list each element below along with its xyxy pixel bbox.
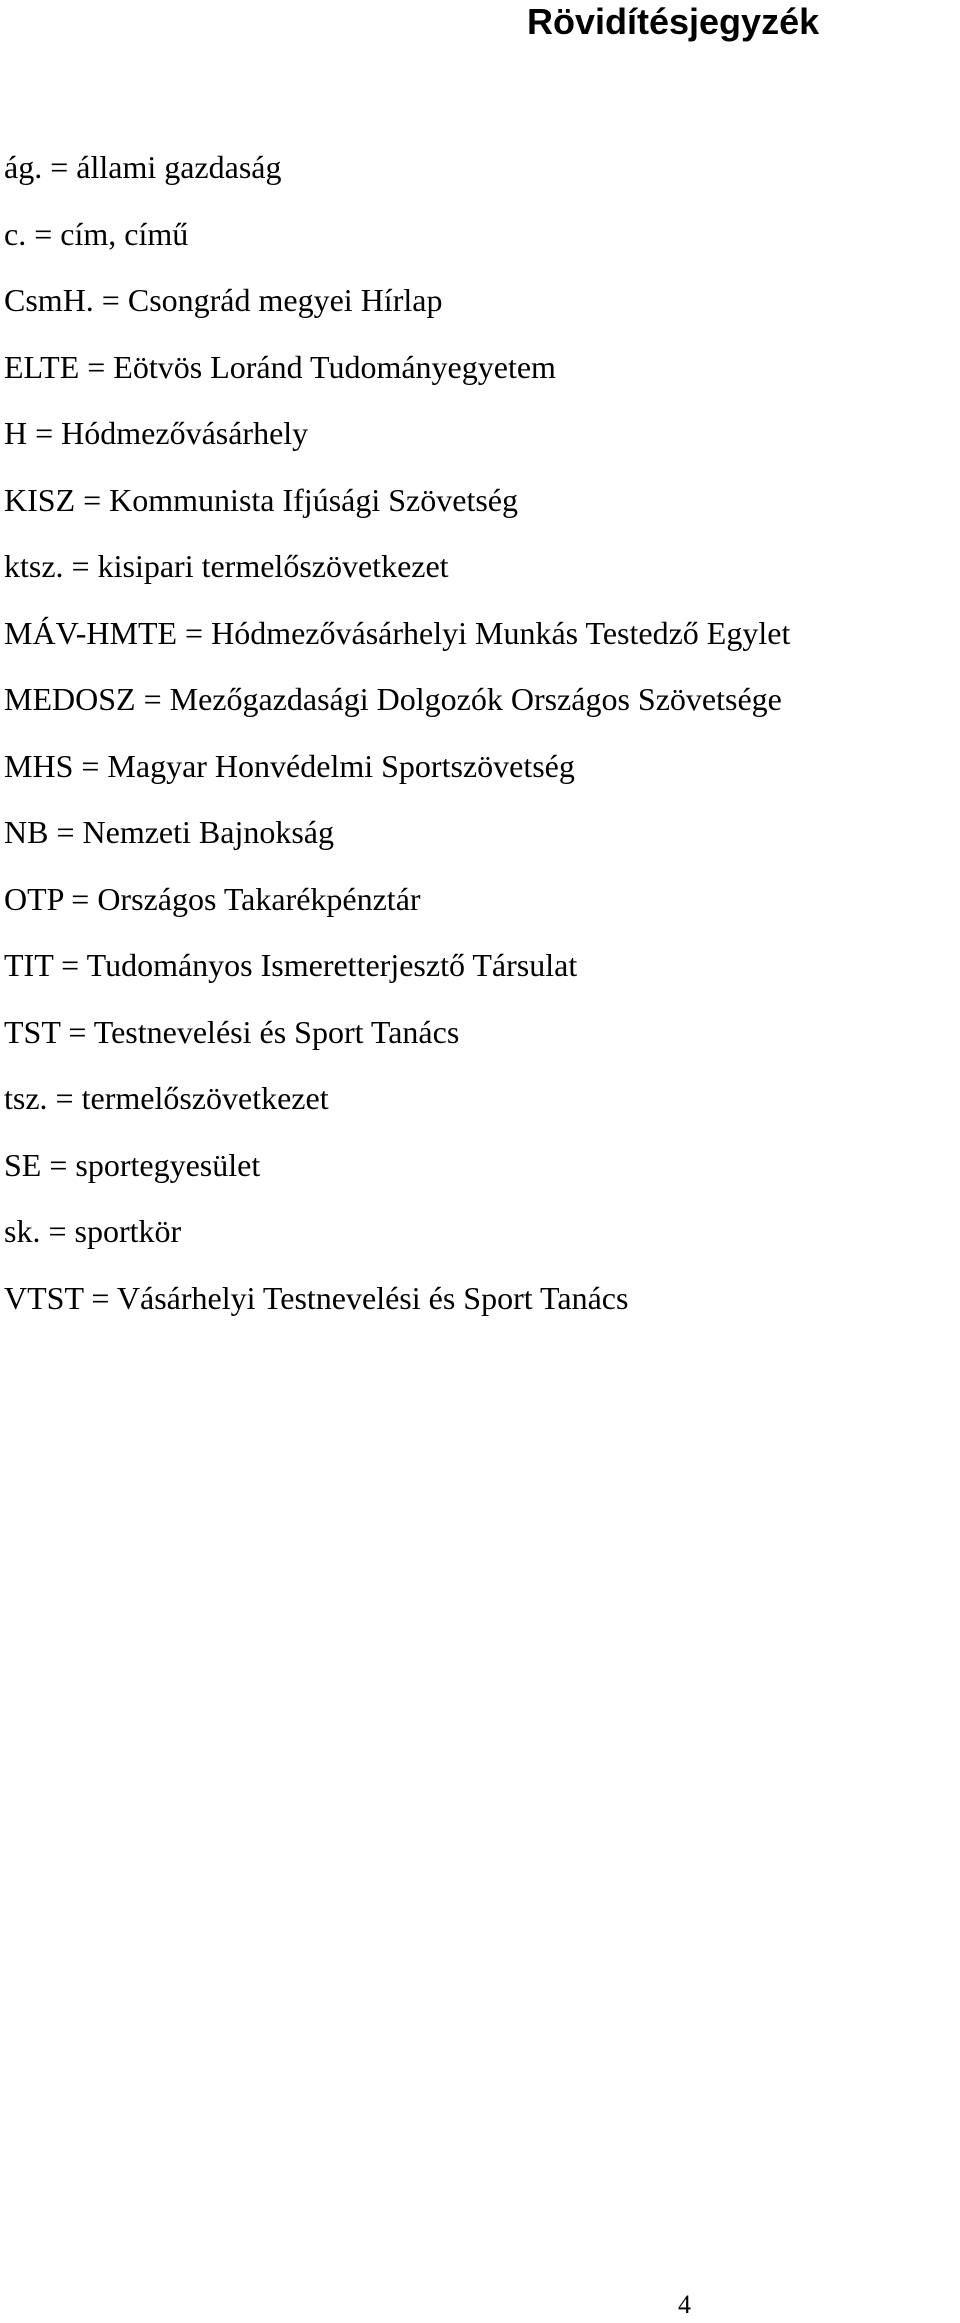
- abbreviation-entry: ELTE = Eötvös Loránd Tudományegyetem: [4, 348, 556, 385]
- abbreviation-entry: NB = Nemzeti Bajnokság: [4, 814, 334, 850]
- abbreviation-entry: SE = sportegyesület: [4, 1146, 261, 1183]
- abbreviation-entry: c. = cím, című: [4, 215, 189, 252]
- abbreviation-entry: KISZ = Kommunista Ifjúsági Szövetség: [4, 481, 518, 518]
- abbreviation-entry: TIT = Tudományos Ismeretterjesztő Társulat: [4, 947, 578, 983]
- abbreviation-entry: CsmH. = Csongrád megyei Hírlap: [4, 282, 443, 318]
- abbreviation-entry: ktsz. = kisipari termelőszövetkezet: [4, 548, 449, 584]
- abbreviation-entry: H = Hódmezővásárhely: [4, 415, 309, 451]
- abbreviation-entry: sk. = sportkör: [4, 1213, 182, 1249]
- abbreviation-entry: ág. = állami gazdaság: [4, 149, 282, 185]
- page-number: 4: [678, 2290, 691, 2319]
- abbreviation-entry: MHS = Magyar Honvédelmi Sportszövetség: [4, 747, 575, 784]
- abbreviation-list: [4, 134, 790, 1331]
- abbreviation-entry: VTST = Vásárhelyi Testnevelési és Sport Tanács: [4, 1279, 629, 1316]
- abbreviation-entry: TST = Testnevelési és Sport Tanács: [4, 1013, 460, 1050]
- abbreviation-entry: OTP = Országos Takarékpénztár: [4, 880, 421, 917]
- abbreviation-entry: MEDOSZ = Mezőgazdasági Dolgozók Országos Szövetsége: [4, 681, 782, 717]
- abbreviation-entry: MÁV-HMTE = Hódmezővásárhelyi Munkás Testedző Egylet: [4, 614, 791, 651]
- abbreviation-entry: tsz. = termelőszövetkezet: [4, 1080, 329, 1116]
- page-title: Rövidítésjegyzék: [527, 1, 820, 42]
